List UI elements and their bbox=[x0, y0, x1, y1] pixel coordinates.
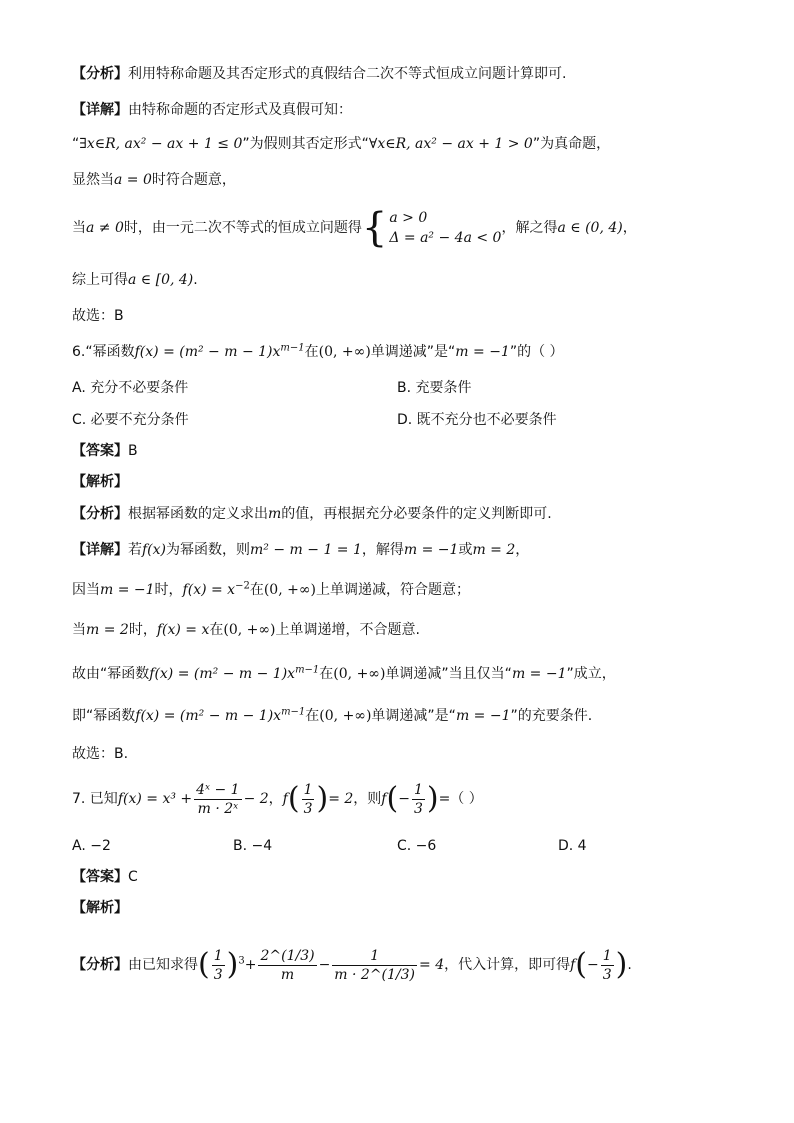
paren-close: ) bbox=[615, 947, 628, 982]
q7-option-a: A. −2 bbox=[72, 838, 111, 854]
analysis-line-5 bbox=[72, 64, 566, 84]
fraction bbox=[601, 947, 614, 984]
existential-statement: ∃x∈R, ax² − ax + 1 ≤ 0 bbox=[79, 136, 243, 152]
analysis-tag: 【分析】 bbox=[72, 506, 128, 522]
root-2: m = 2 bbox=[472, 542, 516, 558]
true-statement-text: ”为真命题， bbox=[532, 136, 611, 152]
blank: =（ ） bbox=[438, 791, 483, 807]
answer-7 bbox=[72, 867, 138, 887]
detail-tag: 【详解】 bbox=[72, 542, 128, 558]
m-value: m = −1 bbox=[455, 708, 511, 724]
text: 的值，再根据充分必要条件的定义判断即可. bbox=[281, 506, 552, 522]
text: 上单调递增，不合题意. bbox=[275, 622, 420, 638]
text: 根据幂函数的定义求出 bbox=[128, 506, 268, 522]
paren-open: ( bbox=[287, 781, 300, 816]
exponent: m−1 bbox=[280, 342, 305, 354]
text: . bbox=[193, 272, 198, 288]
text: 单调递减”是“ bbox=[371, 708, 456, 724]
choice-line-5: 故选：B bbox=[72, 308, 124, 324]
f-symbol: f bbox=[570, 957, 576, 973]
paren-open: ( bbox=[575, 947, 588, 982]
reason-line-3 bbox=[72, 664, 616, 684]
fraction bbox=[302, 781, 315, 818]
analysis-tag: 【分析】 bbox=[72, 66, 128, 82]
a-equals-zero: a = 0 bbox=[114, 172, 152, 188]
detail-6 bbox=[72, 540, 529, 560]
a-nonzero-line bbox=[72, 206, 637, 250]
text: 在 bbox=[209, 622, 224, 638]
system-rows bbox=[389, 208, 501, 248]
solution-tag-7 bbox=[72, 898, 128, 918]
text: 单调递减”是“ bbox=[370, 344, 456, 360]
plus: + bbox=[244, 957, 257, 973]
minus: − bbox=[398, 791, 410, 807]
question-7 bbox=[72, 776, 483, 822]
negation-line bbox=[72, 134, 610, 154]
detail-text: 由特称命题的否定形式及真假可知： bbox=[128, 102, 352, 118]
paren-close: ) bbox=[226, 947, 239, 982]
numerator: 1 bbox=[213, 947, 223, 964]
fraction bbox=[194, 781, 241, 818]
universal-statement: ∀x∈R, ax² − ax + 1 > 0 bbox=[368, 136, 533, 152]
text: ”的充要条件. bbox=[510, 708, 593, 724]
question-6 bbox=[72, 342, 564, 362]
analysis-6 bbox=[72, 504, 552, 524]
text: ”成立， bbox=[566, 666, 616, 682]
root-1: m = −1 bbox=[403, 542, 459, 558]
interval: (0, +∞) bbox=[263, 582, 316, 598]
paren-close: ) bbox=[316, 781, 329, 816]
power-function: f(x) = (m² − m − 1)x bbox=[149, 666, 296, 682]
solution-tag-6 bbox=[72, 472, 128, 492]
f-symbol: f bbox=[381, 791, 387, 807]
text: 7. 已知 bbox=[72, 791, 118, 807]
paren-open: ( bbox=[386, 781, 399, 816]
answer-value: B bbox=[128, 443, 138, 459]
text: ，解得 bbox=[361, 542, 404, 558]
exponent: m−1 bbox=[281, 706, 306, 718]
interval: (0, +∞) bbox=[333, 666, 386, 682]
numerator: 1 bbox=[303, 781, 313, 798]
q6-option-b: B. 充要条件 bbox=[397, 380, 472, 396]
a-zero-line bbox=[72, 170, 236, 190]
negation-text: ”为假则其否定形式“ bbox=[242, 136, 369, 152]
choice-line-6: 故选：B. bbox=[72, 746, 129, 762]
denominator: 3 bbox=[413, 800, 423, 817]
text: 即“幂函数 bbox=[72, 708, 136, 724]
text: 6.“幂函数 bbox=[72, 344, 135, 360]
a-not-zero: a ≠ 0 bbox=[86, 220, 124, 236]
text: 在 bbox=[304, 344, 319, 360]
denominator: m bbox=[280, 966, 295, 983]
text: ”的（ ） bbox=[509, 344, 564, 360]
solution-tag: 【解析】 bbox=[72, 900, 128, 916]
text: 若 bbox=[128, 542, 142, 558]
text: ，代入计算，即可得 bbox=[444, 957, 571, 973]
text: 上单调递减，符合题意； bbox=[315, 582, 470, 598]
left-brace: { bbox=[361, 205, 388, 251]
denominator: m · 2ˣ bbox=[197, 800, 239, 817]
denominator: 3 bbox=[213, 966, 223, 983]
q6-option-c: C. 必要不充分条件 bbox=[72, 412, 189, 428]
text: 时，由一元二次不等式的恒成立问题得 bbox=[123, 220, 362, 236]
fraction bbox=[412, 781, 425, 818]
denominator: 3 bbox=[602, 966, 612, 983]
text: ， bbox=[622, 220, 637, 236]
paren-open: ( bbox=[198, 947, 210, 982]
text: 时符合题意， bbox=[151, 172, 236, 188]
interval: (0, +∞) bbox=[319, 708, 372, 724]
f-symbol: f bbox=[282, 791, 288, 807]
denominator: m · 2^(1/3) bbox=[334, 966, 416, 983]
text: 当 bbox=[72, 220, 86, 236]
fraction bbox=[212, 947, 225, 984]
text: ，解之得 bbox=[501, 220, 558, 236]
text: ， bbox=[268, 791, 283, 807]
reason-line-2 bbox=[72, 620, 420, 640]
analysis-tag: 【分析】 bbox=[72, 957, 128, 973]
quote-open: “ bbox=[72, 136, 80, 152]
text: 在 bbox=[249, 582, 264, 598]
m-var: m bbox=[268, 506, 282, 522]
paren-close: ) bbox=[426, 781, 439, 816]
answer-value: C bbox=[128, 869, 138, 885]
text: 时， bbox=[128, 622, 157, 638]
minus: − bbox=[587, 957, 599, 973]
fraction bbox=[258, 947, 316, 984]
q7-option-b: B. −4 bbox=[233, 838, 273, 854]
a-interval: a ∈ (0, 4) bbox=[557, 220, 623, 236]
text: 显然当 bbox=[72, 172, 114, 188]
numerator: 2^(1/3) bbox=[260, 947, 315, 964]
constant: − 2 bbox=[243, 791, 269, 807]
detail-tag: 【详解】 bbox=[72, 102, 128, 118]
text: ，则 bbox=[353, 791, 382, 807]
equation: m² − m − 1 = 1 bbox=[250, 542, 362, 558]
m-value: m = −1 bbox=[455, 344, 510, 360]
value: = 2 bbox=[328, 791, 354, 807]
fx: f(x) bbox=[142, 542, 167, 558]
fx: f(x) = x bbox=[156, 622, 210, 638]
exponent: m−1 bbox=[295, 664, 320, 676]
text: 因当 bbox=[72, 582, 100, 598]
detail-line-5 bbox=[72, 100, 352, 120]
q6-option-d: D. 既不充分也不必要条件 bbox=[397, 412, 557, 428]
minus: − bbox=[318, 957, 331, 973]
text: 在 bbox=[319, 666, 334, 682]
fx-def: f(x) = x³ + bbox=[117, 791, 193, 807]
fx: f(x) = x bbox=[182, 582, 236, 598]
text: 单调递减”当且仅当“ bbox=[385, 666, 512, 682]
numerator: 1 bbox=[602, 947, 612, 964]
answer-tag: 【答案】 bbox=[72, 443, 128, 459]
text: 在 bbox=[305, 708, 320, 724]
text: 故由“幂函数 bbox=[72, 666, 150, 682]
period: . bbox=[627, 957, 632, 973]
exponent: −2 bbox=[235, 580, 250, 592]
power-function: f(x) = (m² − m − 1)x bbox=[135, 708, 282, 724]
solution-tag: 【解析】 bbox=[72, 474, 128, 490]
system-row-1: a > 0 bbox=[389, 210, 428, 226]
denominator: 3 bbox=[303, 800, 313, 817]
interval: (0, +∞) bbox=[223, 622, 276, 638]
reason-line-1 bbox=[72, 580, 470, 600]
text: 综上可得 bbox=[72, 272, 128, 288]
m-value: m = −1 bbox=[511, 666, 567, 682]
interval: (0, +∞) bbox=[318, 344, 371, 360]
answer-6 bbox=[72, 441, 138, 461]
numerator: 4ˣ − 1 bbox=[196, 781, 240, 798]
numerator: 1 bbox=[332, 947, 417, 966]
text: 当 bbox=[72, 622, 86, 638]
system-row-2: Δ = a² − 4a < 0 bbox=[389, 230, 502, 246]
fraction bbox=[332, 947, 417, 984]
analysis-7 bbox=[72, 940, 632, 990]
conclusion-line bbox=[72, 270, 198, 290]
power: 3 bbox=[238, 955, 245, 967]
m-case: m = −1 bbox=[100, 582, 155, 598]
q7-option-c: C. −6 bbox=[397, 838, 437, 854]
q6-option-a: A. 充分不必要条件 bbox=[72, 380, 189, 396]
text: 由已知求得 bbox=[128, 957, 198, 973]
analysis-text: 利用特称命题及其否定形式的真假结合二次不等式恒成立问题计算即可. bbox=[128, 66, 567, 82]
text: 为幂函数，则 bbox=[166, 542, 251, 558]
power-function: f(x) = (m² − m − 1)x bbox=[134, 344, 281, 360]
reason-line-4 bbox=[72, 706, 592, 726]
answer-tag: 【答案】 bbox=[72, 869, 128, 885]
text: 时， bbox=[154, 582, 183, 598]
text: 或 bbox=[458, 542, 473, 558]
m-case: m = 2 bbox=[86, 622, 129, 638]
equals-four: = 4 bbox=[419, 957, 445, 973]
numerator: 1 bbox=[413, 781, 423, 798]
inequality-system bbox=[362, 206, 502, 250]
text: ， bbox=[515, 542, 530, 558]
a-range: a ∈ [0, 4) bbox=[128, 272, 194, 288]
q7-option-d: D. 4 bbox=[558, 838, 587, 854]
